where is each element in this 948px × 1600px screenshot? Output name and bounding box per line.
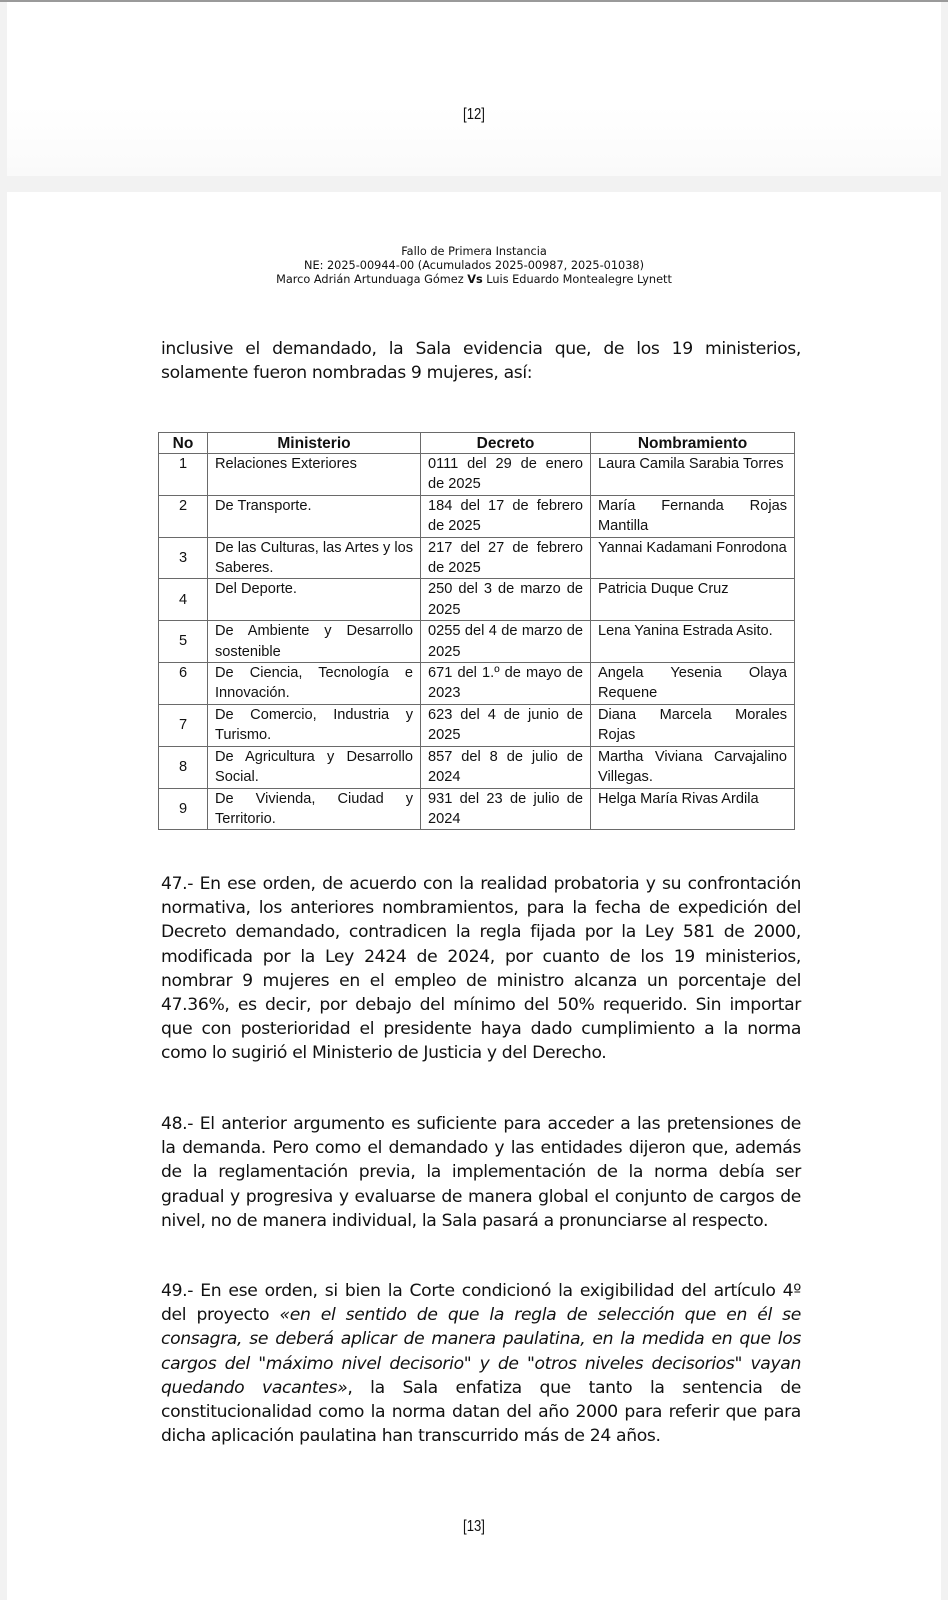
cell-nombramiento: Yannai Kadamani Fonrodona [591,537,795,579]
cell-nombramiento: Martha Viviana Carvajalino Villegas. [591,746,795,788]
cell-ministerio: De Transporte. [208,495,421,537]
cell-nombramiento: María Fernanda Rojas Mantilla [591,495,795,537]
cell-decreto: 931 del 23 de julio de 2024 [421,788,591,830]
previous-page [7,2,941,176]
cell-nombramiento: Patricia Duque Cruz [591,579,795,621]
col-header-ministerio: Ministerio [208,433,421,454]
cell-decreto: 671 del 1.º de mayo de 2023 [421,663,591,705]
cell-no: 7 [159,704,208,746]
cell-nombramiento: Lena Yanina Estrada Asito. [591,621,795,663]
defendant: Luis Eduardo Montealegre Lynett [486,273,672,286]
paragraph-49-tail: , la Sala enfatiza que tanto la sentencia de constitucionalidad como la norma datan del año 2000 para referir que para dicha aplicación paulatina han transcurrido más de 24 años. [161,1377,801,1447]
ministries-table [158,432,795,830]
cell-ministerio: De las Culturas, las Artes y los Saberes. [208,537,421,579]
paragraph-49-lead: 49.- En ese orden, si bien la Corte condicionó la exigibilidad del artículo 4º del proyecto [161,1281,801,1326]
table-row [159,788,795,830]
table-row [159,537,795,579]
paragraph-48 [161,1112,801,1233]
header-title: Fallo de Primera Instancia [401,245,547,258]
cell-no: 6 [159,663,208,705]
paragraph-47 [161,872,801,1066]
cell-decreto: 250 del 3 de marzo de 2025 [421,579,591,621]
court-quote: «en el sentido de que la regla de selección que en él se consagra, se deberá aplicar de manera paulatina, en la medida en que los cargos del "máximo nivel decisorio" y de "otros niveles decisorios" vayan quedando vacantes» [161,1305,801,1398]
table-row [159,579,795,621]
page-number: [12] [463,106,485,123]
cell-decreto: 623 del 4 de junio de 2025 [421,704,591,746]
cell-nombramiento: Diana Marcela Morales Rojas [591,704,795,746]
cell-decreto: 857 del 8 de julio de 2024 [421,746,591,788]
cell-ministerio: Relaciones Exteriores [208,454,421,496]
intro-text: inclusive el demandado, la Sala evidencia que, de los 19 ministerios, solamente fueron nombradas 9 mujeres, así: [161,339,801,384]
col-header-nombramiento: Nombramiento [591,433,795,454]
cell-ministerio: De Vivienda, Ciudad y Territorio. [208,788,421,830]
cell-no: 3 [159,537,208,579]
cell-ministerio: Del Deporte. [208,579,421,621]
versus: Vs [467,273,483,286]
cell-no: 4 [159,579,208,621]
table-row [159,454,795,496]
cell-decreto: 0111 del 29 de enero de 2025 [421,454,591,496]
paragraph-48-text: 48.- El anterior argumento es suficiente para acceder a las pretensiones de la demanda. Pero como el demandado y las entidades dijeron que, además de la reglamentación previa, la implementación de la norma debía ser gradual y progresiva y evaluarse de manera global el conjunto de cargos de nivel, no de manera individual, la Sala pasará a pronunciarse al respecto. [161,1114,801,1231]
page-number: [13] [463,1518,485,1535]
cell-no: 1 [159,454,208,496]
cell-no: 8 [159,746,208,788]
intro-paragraph [161,337,801,385]
table-row [159,621,795,663]
cell-nombramiento: Helga María Rivas Ardila [591,788,795,830]
paragraph-49 [161,1279,801,1448]
table-row [159,663,795,705]
cell-no: 5 [159,621,208,663]
cell-nombramiento: Angela Yesenia Olaya Requene [591,663,795,705]
cell-nombramiento: Laura Camila Sarabia Torres [591,454,795,496]
plaintiff: Marco Adrián Artunduaga Gómez [276,273,464,286]
cell-no: 2 [159,495,208,537]
paragraph-49-text [161,1279,801,1448]
table-header-row [159,433,795,454]
table-row [159,746,795,788]
cell-no: 9 [159,788,208,830]
col-header-no: No [159,433,208,454]
table-row [159,704,795,746]
paragraph-47-text: 47.- En ese orden, de acuerdo con la realidad probatoria y su confrontación normativa, los anteriores nombramientos, para la fecha de expedición del Decreto demandado, contradicen la regla fijada por la Ley 581 de 2000, modificada por la Ley 2424 de 2024, por cuanto de los 19 ministerios, nombrar 9 mujeres en el empleo de ministro alcanza un porcentaje del 47.36%, es decir, por debajo del mínimo del 50% requerido. Sin importar que con posterioridad el presidente haya dado cumplimiento a la norma como lo sugirió el Ministerio de Justicia y del Derecho. [161,874,801,1064]
cell-ministerio: De Ciencia, Tecnología e Innovación. [208,663,421,705]
table-row [159,495,795,537]
header-parties [7,273,941,287]
col-header-decreto: Decreto [421,433,591,454]
cell-ministerio: De Ambiente y Desarrollo sostenible [208,621,421,663]
cell-decreto: 217 del 27 de febrero de 2025 [421,537,591,579]
cell-decreto: 0255 del 4 de marzo de 2025 [421,621,591,663]
header-case-number: NE: 2025-00944-00 (Acumulados 2025-00987, 2025-01038) [304,259,644,272]
cell-ministerio: De Comercio, Industria y Turismo. [208,704,421,746]
document-header [7,245,941,287]
cell-ministerio: De Agricultura y Desarrollo Social. [208,746,421,788]
current-page [7,192,941,1600]
cell-decreto: 184 del 17 de febrero de 2025 [421,495,591,537]
